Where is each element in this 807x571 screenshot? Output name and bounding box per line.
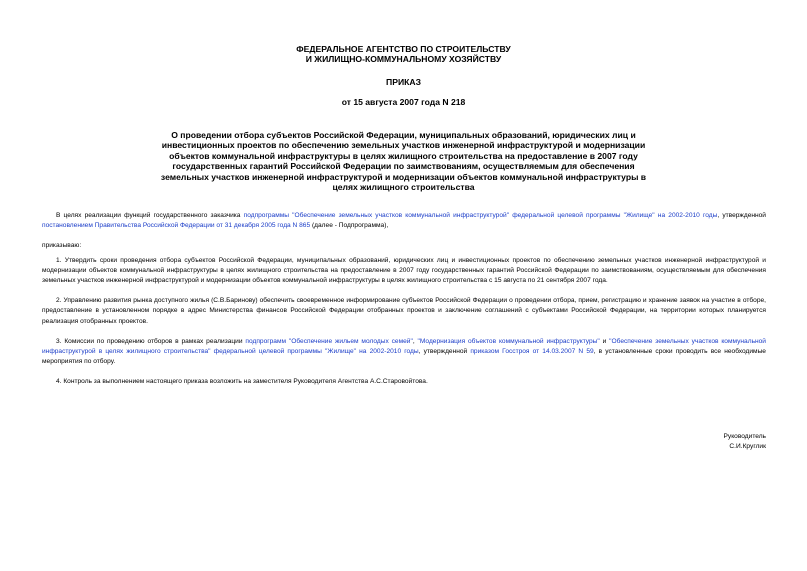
document-title: О проведении отбора субъектов Российской Федерации, муниципальных образований, юридических лиц и инвестиционных проектов по обеспечению земельных участков инженерной инфраструктурой и модернизации объектов коммунальной инфраструктуры в целях жилищного строительства на предоставление в 2007 году государственных гарантий Российской Федерации по заимствованиям, осуществляемым для обеспечения земельных участков инженерной инфраструктурой и модернизации объектов коммунальной инфраструктуры в целях жилищного строительства [160,130,647,193]
item-3-text-3: и [599,337,610,345]
government-decree-link[interactable]: постановлением Правительства Российской Федерации от 31 декабря 2005 года N 865 [42,222,311,230]
item-3-text-5: , в установленные сроки проводить все необходимые мероприятия по отбору. [42,348,766,366]
agency-name [200,44,607,65]
subprogram-link[interactable]: подпрограммы "Обеспечение земельных участков коммунальной инфраструктурой" федеральной целевой программы "Жилище" на 2002-2010 годы [243,212,718,219]
item-3-text-4: , утвержденной [418,348,471,356]
intro-paragraph [42,211,766,231]
orders-word: приказываю: [42,242,82,250]
gosstroy-order-link[interactable]: приказом Госстроя от 14.03.2007 N 59 [470,348,594,356]
spacer [42,231,766,241]
agency-line-1: ФЕДЕРАЛЬНОЕ АГЕНТСТВО ПО СТРОИТЕЛЬСТВУ [296,44,511,54]
item-4: 4. Контроль за выполнением настоящего приказа возложить на заместителя Руководителя Агентства А.С.Старовойтова. [56,378,428,386]
item-3-text-1: 3. Комиссии по проведению отборов в рамках реализации [56,337,246,345]
intro-text-3: (далее - Подпрограмма), [310,222,389,230]
intro-text-2: , утвержденной [717,212,766,219]
document-date-number: от 15 августа 2007 года N 218 [341,97,466,107]
signatory-position: Руководитель [723,433,766,440]
item-1: 1. Утвердить сроки проведения отбора субъектов Российской Федерации, муниципальных образований, юридических лиц и инвестиционных проектов по обеспечению земельных участков инженерной инфраструктурой и модернизации объектов коммунальной инфраструктуры в целях жилищного строительства на предоставление в 2007 году государственных гарантий Российской Федерации по заимствованиям, осуществляемым для обеспечения земельных участков инженерной инфраструктурой и модернизации объектов коммунальной инфраструктуры в целях жилищного строительства с 15 августа по 21 сентября 2007 года. [42,256,766,285]
intro-text-1: В целях реализации функций государственного заказчика [56,212,244,219]
item-3-text-2: , [412,337,418,345]
item-2: 2. Управлению развития рынка доступного жилья (С.В.Баринову) обеспечить своевременное информирование субъектов Российской Федерации о проведении отбора, прием, регистрацию и хранение заявок на участие в отборе, предоставление в установленном порядке в адрес Министерства финансов Российской Федерации отобранных проектов и заключение соглашений с субъектами Российской Федерации, на территории которых планируется реализация отобранных проектов. [42,297,766,325]
land-plots-subprogram-link[interactable]: "Обеспечение земельных участков коммунальной инфраструктурой в целях жилищного строительства" федеральной целевой программы "Жилище" на 2002-2010 годы [42,337,766,356]
document-body [42,211,766,388]
document-type: ПРИКАЗ [386,77,421,87]
modernization-subprogram-link[interactable]: "Модернизация объектов коммунальной инфраструктуры" [417,337,600,345]
agency-line-2: И ЖИЛИЩНО-КОММУНАЛЬНОМУ ХОЗЯЙСТВУ [305,54,502,65]
young-families-subprogram-link[interactable]: подпрограмм "Обеспечение жильем молодых семей" [245,337,413,345]
spacer [42,286,766,296]
spacer [42,327,766,337]
item-3 [42,337,766,368]
spacer [42,367,766,377]
signature-block [724,432,766,452]
signatory-name: С.И.Круглик [729,443,766,451]
